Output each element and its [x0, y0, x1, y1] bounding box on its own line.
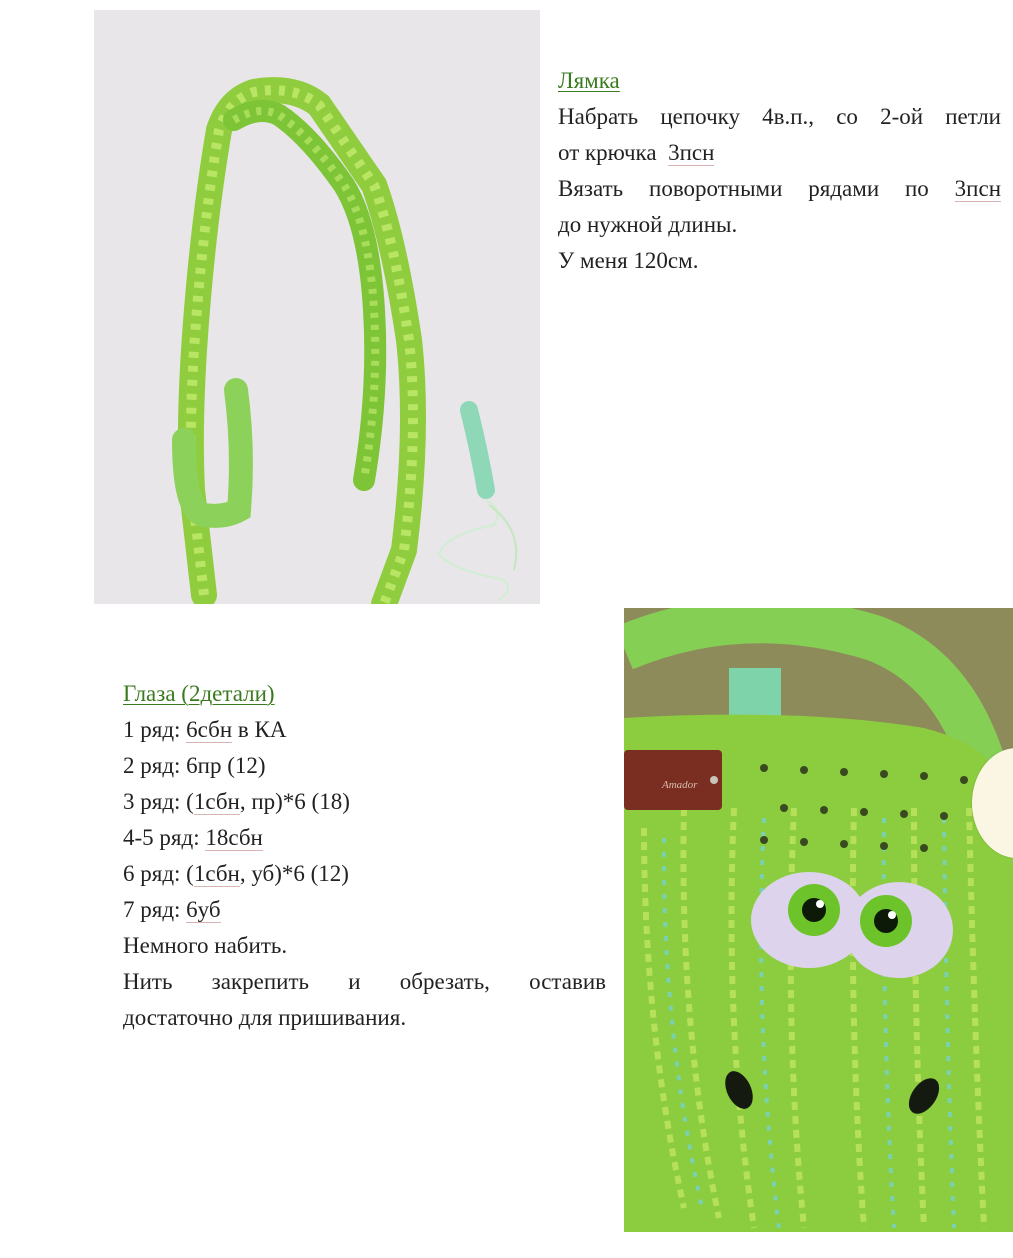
- row-label: 1 ряд:: [123, 717, 181, 742]
- eyes-after-2: Нить закрепить и обрезать, оставив: [123, 969, 606, 994]
- strap-heading: Лямка: [558, 68, 620, 93]
- row-term: 1сбн: [193, 789, 240, 814]
- row-term: 18сбн: [205, 825, 263, 850]
- eyes-row-2: [123, 748, 606, 784]
- eyes-instructions: [123, 676, 606, 1036]
- eyes-row-6: [123, 892, 606, 928]
- strap-line-3-text: Вязать поворотными рядами по: [558, 176, 929, 201]
- row-rest: , пр)*6 (18): [239, 789, 350, 814]
- eyes-row-1: [123, 712, 606, 748]
- row-label: 7 ряд:: [123, 897, 181, 922]
- strap-illustration: [94, 10, 540, 604]
- row-rest: (12): [227, 753, 266, 778]
- strap-line-3: [558, 171, 1001, 207]
- row-rest: , уб)*6 (12): [239, 861, 349, 886]
- strap-term-3psn: 3псн: [668, 140, 715, 165]
- leather-label: [624, 750, 722, 810]
- eyes-after-3: достаточно для пришивания.: [123, 1005, 407, 1030]
- eyes-after-1: Немного набить.: [123, 933, 288, 958]
- row-term: 6сбн: [186, 717, 233, 742]
- strap-line-1: Набрать цепочку 4в.п., со 2-ой петли: [558, 104, 1001, 129]
- strap-term-3psn-2: 3псн: [954, 176, 1001, 201]
- eyes-row-4: [123, 820, 606, 856]
- eyes-heading: Глаза (2детали): [123, 681, 275, 706]
- strap-line-4: до нужной длины.: [558, 212, 738, 237]
- row-term: 6уб: [186, 897, 221, 922]
- row-label: 6 ряд: (: [123, 861, 194, 886]
- row-term: 6пр: [186, 753, 222, 778]
- frog-bag-photo: [624, 608, 1013, 1232]
- strap-line-5: У меня 120см.: [558, 248, 699, 273]
- row-label: 2 ряд:: [123, 753, 181, 778]
- strap-instructions: [558, 63, 1001, 279]
- strap-line-2-text: от крючка: [558, 140, 657, 165]
- strap-line-2: [558, 135, 1001, 171]
- frog-bag-illustration: [624, 608, 1013, 1232]
- eyes-row-5: [123, 856, 606, 892]
- eyes-row-3: [123, 784, 606, 820]
- row-rest: в КА: [237, 717, 287, 742]
- leather-label-text: Amador: [662, 779, 698, 791]
- frog-eye-right: [845, 882, 953, 978]
- row-label: 4-5 ряд:: [123, 825, 200, 850]
- row-label: 3 ряд: (: [123, 789, 194, 814]
- row-term: 1сбн: [193, 861, 240, 886]
- strap-photo: [94, 10, 540, 604]
